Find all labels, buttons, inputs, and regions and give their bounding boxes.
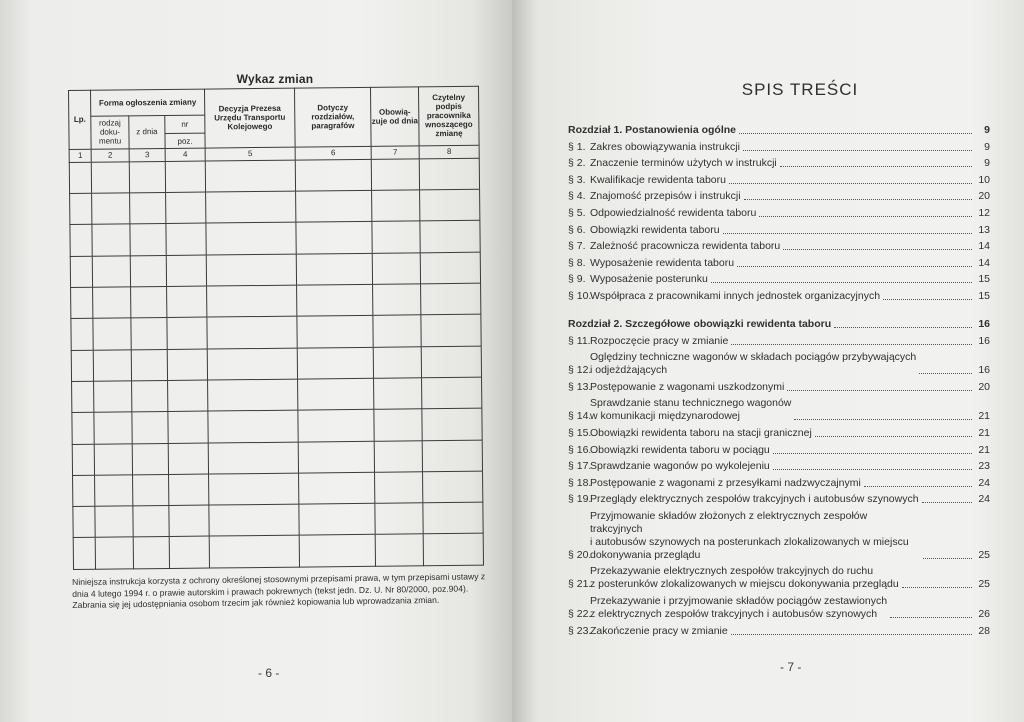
page-number-right: - 7 - [780,660,802,674]
toc-entry [568,510,990,562]
col-number: 8 [419,145,479,159]
col-number: 4 [165,148,205,162]
table-row [72,377,482,413]
toc-entry [568,351,990,377]
toc-page-number: 14 [978,256,990,269]
toc-entry [568,207,990,220]
toc-page-number: 16 [978,334,990,347]
toc-entry-text [590,565,899,591]
toc-entry-text [590,157,777,170]
header-obowiazuje: Obowią- zuje od dnia [371,87,420,146]
toc-entry-title: Zależność pracownicza rewidenta taboru [590,240,781,253]
table-row [71,314,481,350]
toc-leader-dots [919,373,972,374]
toc-entry [568,224,990,237]
toc-entry-title: Rozdział 2. Szczegółowe obowiązki rewidenta taboru [568,317,832,330]
header-decyzja: Decyzja Prezesa Urzędu Transportu Kolejowego [205,88,296,148]
table-row [70,252,480,288]
toc-entry [568,397,990,423]
toc-chapter-entry [568,124,990,137]
toc-entry-title-continued: w komunikacji międzynarodowej [590,410,740,423]
toc-page-number: 15 [978,289,990,302]
toc-entry [568,595,990,621]
toc-entry [568,381,990,394]
table-row [69,158,479,194]
toc-entry-text [590,207,756,220]
toc-entry-title: Wyposażenie posterunku [590,273,708,286]
toc-entry-text [590,477,861,490]
toc-page-number: 10 [978,173,990,186]
toc-entry-title: Odpowiedzialność rewidenta taboru [590,206,757,219]
toc-leader-dots [883,299,972,300]
copyright-note: Niniejsza instrukcja korzysta z ochrony określonej stosownymi przepisami prawa, w tym przepisami ustawy z dnia 4 lutego 1994 r. o prawie autorskim i prawach pokrewnych (tekst jedn. Dz. U. Nr 80/2000, poz.904). Zabrania się jej udostępniania osobom trzecim jak również kopiowania lub wprowadzania zmian. [72,571,486,610]
toc-section-number: § 8. [568,256,586,269]
toc-section-number: § 10. [568,289,592,302]
header-forma: Forma ogłoszenia zmiany [91,89,205,116]
toc-entry-text [590,351,916,377]
toc-leader-dots [743,150,972,151]
toc-section-number: § 19. [568,493,592,506]
header-poz: poz. [165,134,205,149]
toc-page-number: 20 [978,190,990,203]
toc-entry-text [568,318,831,331]
toc-page-number: 12 [978,206,990,219]
toc-leader-dots [923,558,972,559]
toc-page-number: 25 [978,578,990,591]
toc-entry [568,444,990,457]
toc-page-number: 23 [978,460,990,473]
toc-entry-title: Przeglądy elektrycznych zespołów trakcyjnych i autobusów szynowych [590,493,919,506]
toc-entry-title-continued: i odjeżdżających [590,364,668,377]
toc-entry-title: Wyposażenie rewidenta taboru [590,256,735,269]
header-rodzaj: rodzaj doku- mentu [91,116,129,149]
toc-entry [568,190,990,203]
toc-leader-dots [729,183,972,184]
col-number: 1 [69,149,91,162]
toc-entry [568,273,990,286]
toc-entry-title: Współpraca z pracownikami innych jednostek organizacyjnych [590,289,881,302]
header-z-dnia: z dnia [129,116,165,149]
toc-entry [568,335,990,348]
toc-entry-text [590,190,741,203]
toc-entry-text [590,493,919,506]
toc-leader-dots [711,282,972,283]
toc-leader-dots [723,233,972,234]
toc-entry-title: Obowiązki rewidenta taboru na stacji granicznej [590,426,812,439]
toc-entry [568,565,990,591]
toc-page-number: 16 [978,364,990,377]
toc-entry-title: Oględziny techniczne wagonów w składach pociągów przybywających [590,351,917,364]
page-number-left: - 6 - [258,666,280,680]
toc-leader-dots [834,327,972,328]
toc-section-number: § 18. [568,476,592,489]
toc-entry-text [590,335,728,348]
toc-section-number: § 23. [568,624,592,637]
toc-entry-text [590,460,770,473]
toc-entry-title-continued: i autobusów szynowych na posterunkach zlokalizowanych w miejscu dokonywania przeglądu [590,535,909,561]
toc-page-number: 20 [978,380,990,393]
toc-entry-text [568,124,736,137]
table-row [71,283,481,319]
toc-section-number: § 21. [568,578,592,591]
table-row [73,534,483,570]
toc-section-number: § 20. [568,548,592,561]
table-row [72,408,482,444]
toc-leader-dots [773,453,972,454]
toc-entry [568,290,990,303]
toc-chapter-entry [568,318,990,331]
col-number: 3 [129,148,165,162]
table-row [72,440,482,476]
toc-entry [568,257,990,270]
toc-entry-title-continued: z posterunków zlokalizowanych w miejscu dokonywania przeglądu [590,578,899,591]
table-row [70,221,480,257]
toc-entry [568,477,990,490]
toc-page-number: 28 [978,624,990,637]
toc-page-number: 21 [978,426,990,439]
toc-page-number: 13 [978,223,990,236]
changes-list-title: Wykaz zmian [236,72,314,86]
toc-leader-dots [902,587,972,588]
toc-section-number: § 7. [568,240,586,253]
toc-entry [568,493,990,506]
col-number: 6 [295,146,371,160]
toc-leader-dots [739,133,972,134]
toc-entry-title: Zakres obowiązywania instrukcji [590,140,740,153]
toc-entry-title: Kwalifikacje rewidenta taboru [590,173,726,186]
toc-entry-title: Rozpoczęcie pracy w zmianie [590,334,729,347]
toc-entry-text [590,257,734,270]
toc-entry-text [590,510,920,562]
toc-entry-text [590,290,880,303]
toc-entry-title: Obowiązki rewidenta taboru w pociągu [590,443,770,456]
toc-section-number: § 4. [568,190,586,203]
toc-leader-dots [794,419,972,420]
toc-leader-dots [864,486,972,487]
table-row [73,471,483,507]
toc-section-number: § 22. [568,608,592,621]
toc-page-number: 9 [984,157,990,170]
toc-entry-title: Zakończenie pracy w zmianie [590,624,728,637]
toc-entry-text [590,625,728,638]
toc-page-number: 15 [978,273,990,286]
toc-entry-text [590,240,780,253]
toc-leader-dots [780,166,972,167]
right-page [512,0,1024,722]
toc-entry-text [590,273,708,286]
col-number: 5 [205,147,295,161]
table-of-contents [568,124,990,641]
toc-section-number: § 5. [568,206,586,219]
toc-section-number: § 13. [568,380,592,393]
toc-section-number: § 9. [568,273,586,286]
toc-section-number: § 11. [568,334,591,347]
toc-page-number: 24 [978,493,990,506]
col-number: 2 [91,148,129,162]
toc-section-number: § 16. [568,443,592,456]
toc-entry [568,240,990,253]
toc-entry-text [590,444,770,457]
toc-page-number: 14 [978,240,990,253]
toc-page-number: 16 [978,317,990,330]
toc-entry-title: Sprawdzanie wagonów po wykolejeniu [590,460,770,473]
toc-section-number: § 15. [568,426,592,439]
toc-page-number: 9 [984,124,990,136]
toc-entry-text [590,174,726,187]
header-podpis: Czytelny podpis pracownika wnoszącego zmianę [419,86,480,145]
toc-section-number: § 6. [568,223,586,236]
toc-leader-dots [783,249,972,250]
col-number: 7 [371,145,419,159]
toc-entry-title: Rozdział 1. Postanowienia ogólne [568,124,737,136]
header-lp: Lp. [69,90,92,149]
toc-page-number: 21 [978,443,990,456]
toc-title: SPIS TREŚCI [741,80,859,99]
changes-table [68,86,484,570]
toc-leader-dots [773,469,972,470]
toc-entry-text [590,427,812,440]
toc-entry [568,460,990,473]
toc-page-number: 24 [978,476,990,489]
toc-entry [568,427,990,440]
toc-leader-dots [731,344,972,345]
toc-entry-title: Postępowanie z wagonami z przesyłkami nadzwyczajnymi [590,476,861,489]
toc-leader-dots [737,266,972,267]
toc-leader-dots [759,216,972,217]
toc-leader-dots [890,617,972,618]
toc-leader-dots [922,502,972,503]
toc-entry-title: Znaczenie terminów użytych w instrukcji [590,157,777,170]
table-row [73,502,483,538]
toc-entry-text [590,397,791,423]
toc-leader-dots [815,436,972,437]
toc-entry-title: Sprawdzanie stanu technicznego wagonów [590,397,792,410]
toc-leader-dots [731,634,972,635]
toc-section-number: § 3. [568,173,586,186]
toc-entry [568,625,990,638]
toc-entry-title: Przyjmowanie składów złożonych z elektrycznych zespołów trakcyjnych [590,509,868,535]
toc-entry-title: Przekazywanie elektrycznych zespołów trakcyjnych do ruchu [590,565,874,578]
toc-page-number: 21 [978,410,990,423]
toc-page-number: 26 [978,608,990,621]
toc-leader-dots [787,390,972,391]
header-dotyczy: Dotyczy rozdziałów, paragrafów [295,87,372,146]
toc-section-number: § 17. [568,460,592,473]
toc-entry [568,141,990,154]
toc-section-number: § 12. [568,364,592,377]
toc-section-number: § 1. [568,140,586,153]
toc-page-number: 25 [978,548,990,561]
toc-entry [568,157,990,170]
toc-entry [568,174,990,187]
toc-leader-dots [744,199,972,200]
toc-entry-title: Znajomość przepisów i instrukcji [590,190,741,203]
toc-entry-title: Obowiązki rewidenta taboru [590,223,720,236]
toc-page-number: 9 [984,140,990,153]
table-row [70,189,480,225]
table-row [71,346,481,382]
toc-entry-text [590,224,720,237]
header-nr: nr [165,115,205,134]
toc-entry-title-continued: z elektrycznych zespołów trakcyjnych i autobusów szynowych [590,608,878,621]
toc-entry-text [590,381,784,394]
toc-entry-title: Postępowanie z wagonami uszkodzonymi [590,380,785,393]
toc-entry-text [590,141,740,154]
toc-entry-title: Przekazywanie i przyjmowanie składów pociągów zestawionych [590,595,888,608]
toc-entry-text [590,595,887,621]
toc-section-number: § 2. [568,157,586,170]
toc-section-number: § 14. [568,410,592,423]
